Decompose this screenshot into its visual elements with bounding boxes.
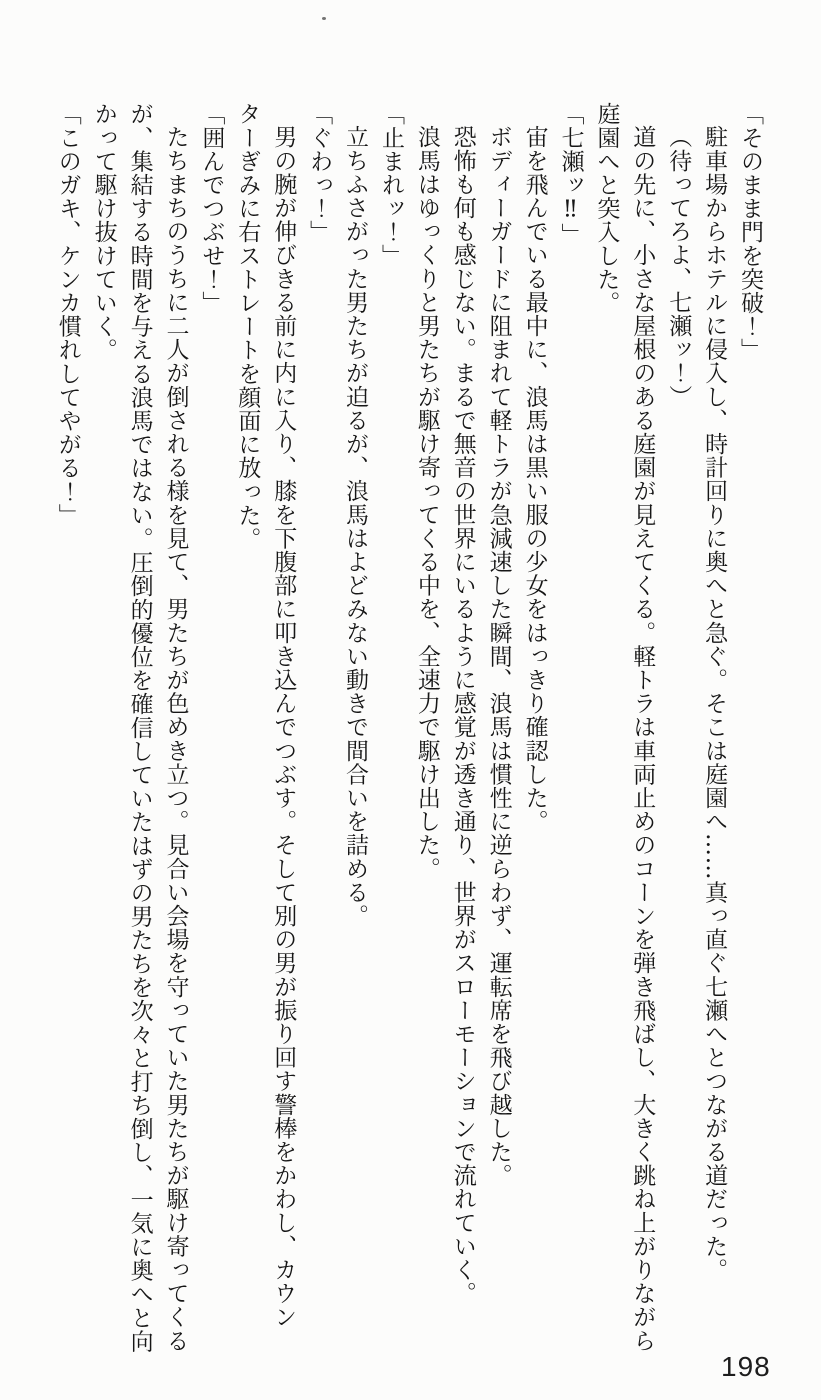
scan-speck: [322, 17, 326, 20]
page-text: [47, 102, 767, 1354]
paragraph: 「七瀬ッ‼」: [557, 102, 584, 247]
paragraph: 宙を飛んでいる最中に、浪馬は黒い服の少女をはっきり確認した。: [521, 125, 548, 833]
paragraph: 「このガキ、ケンカ慣れしてやがる！」: [54, 102, 81, 527]
paragraph: 浪馬はゆっくりと男たちが駆け寄ってくる中を、全速力で駆け出した。: [413, 125, 440, 881]
paragraph: 駐車場からホテルに侵入し、時計回りに奥へと急ぐ。そこは庭園へ……真っ直ぐ七瀬へとつながる道だった。: [701, 125, 728, 1282]
paragraph: 立ちふさがった男たちが迫るが、浪馬はよどみない動きで間合いを詰める。: [342, 125, 369, 928]
paragraph: 「ぐわっ！」: [306, 102, 333, 244]
paragraph: （待ってろよ、七瀬ッ！）: [665, 125, 692, 409]
paragraph: 道の先に、小さな屋根のある庭園が見えてくる。軽トラは車両止めのコーンを弾き飛ばし、大きく跳ね上がりながら庭園へと突入した。: [593, 102, 656, 1353]
paragraph: ボディーガードに阻まれて軽トラが急減速した瞬間、浪馬は慣性に逆らわず、運転席を飛び越した。: [485, 125, 512, 1187]
paragraph: たちまちのうちに二人が倒される様を見て、男たちが色めき立つ。見合い会場を守っていた男たちが駆け寄ってくるが、集結する時間を与える浪馬ではない。圧倒的優位を確信していたはずの男たちを次々と打ち倒し、一気に奥へと向かって駆け抜けていく。: [90, 102, 189, 1353]
paragraph: 「囲んでつぶせ！」: [198, 102, 225, 315]
paragraph: 「そのまま門を突破！」: [737, 102, 763, 362]
paragraph: 恐怖も何も感じない。まるで無音の世界にいるように感覚が透き通り、世界がスローモーションで流れていく。: [449, 125, 476, 1305]
paragraph: 男の腕が伸びきる前に内に入り、膝を下腹部に叩き込んでつぶす。そして別の男が振り回す警棒をかわし、カウンターぎみに右ストレートを顔面に放った。: [234, 102, 297, 1329]
paragraph: 「止まれッ！」: [377, 102, 404, 268]
page-number: 198: [721, 1351, 771, 1382]
